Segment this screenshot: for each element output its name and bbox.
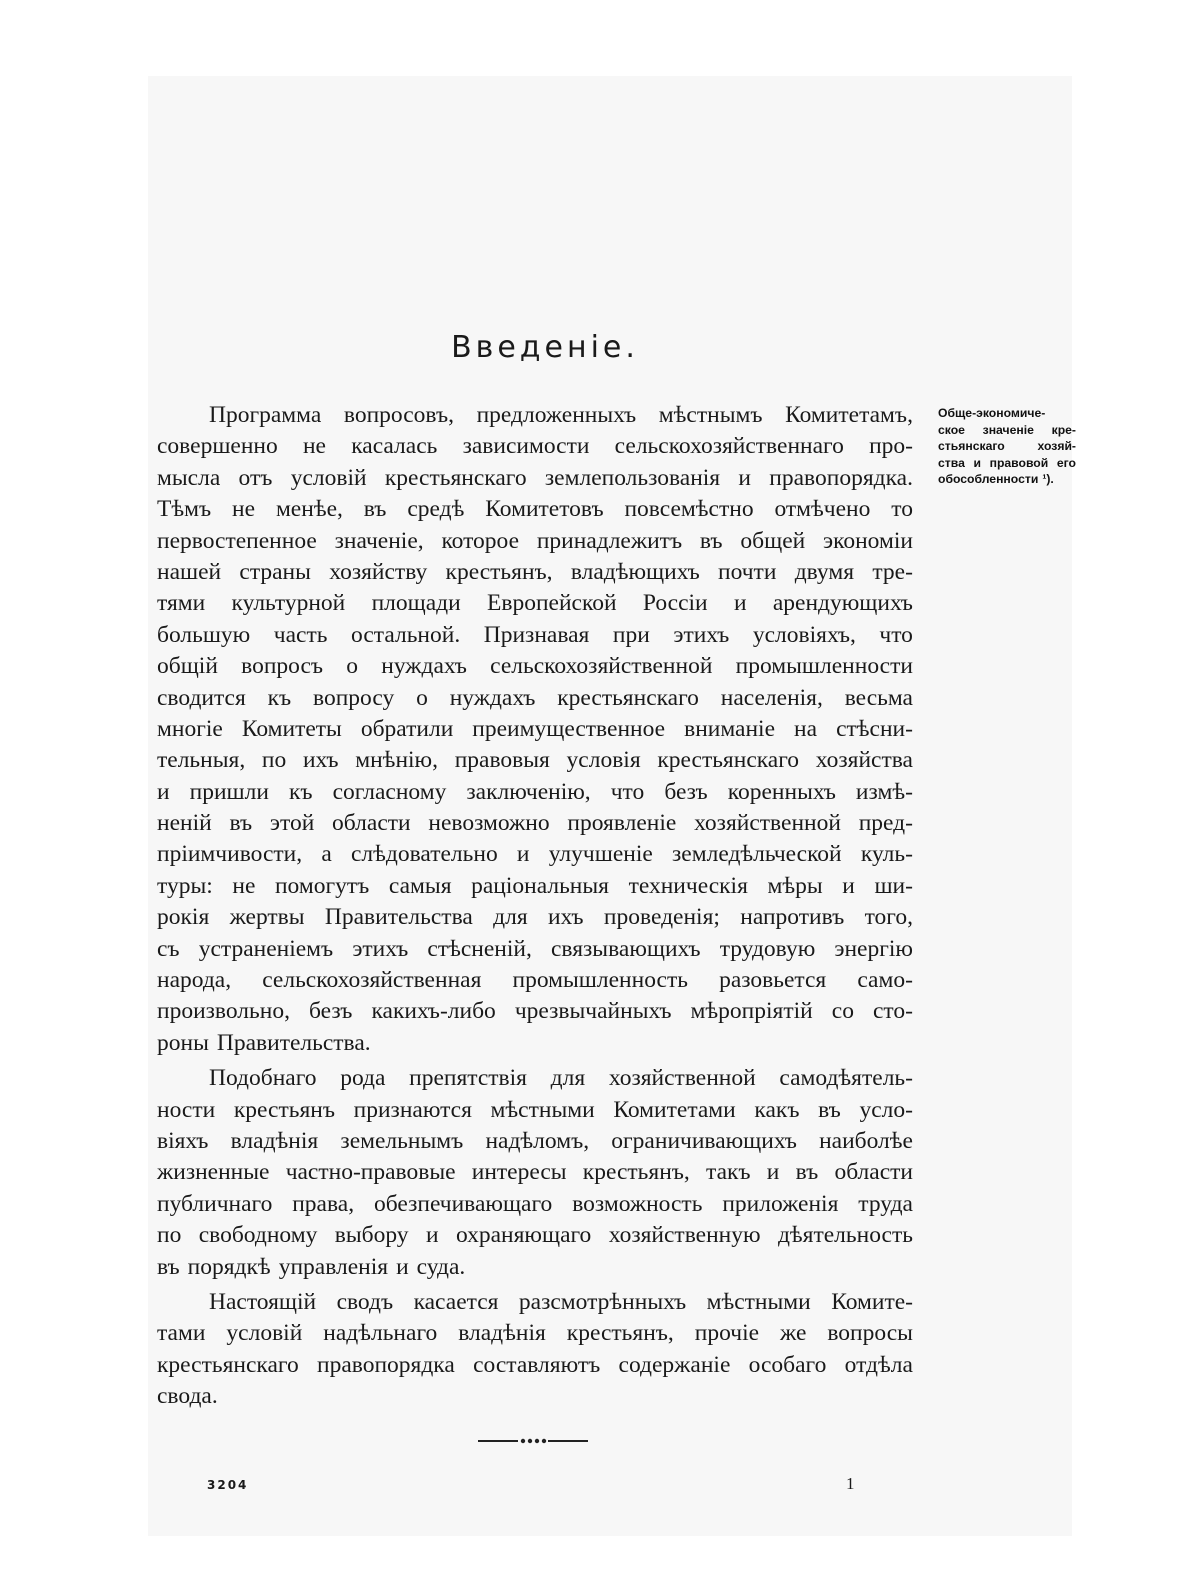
text-line: многіе Комитеты обратили преимущественное вниманіе на стѣсни-	[157, 715, 913, 742]
margin-note-line: стьянскаго хозяй-	[938, 439, 1076, 453]
margin-note	[938, 405, 1076, 488]
text-line: туры: не помогутъ самыя раціональныя техническія мѣры и ши-	[157, 872, 913, 899]
text-line: общій вопросъ о нуждахъ сельскохозяйственной промышленности	[157, 653, 913, 680]
text-line: публичнаго права, обезпечивающаго возможность приложенія труда	[157, 1190, 913, 1217]
text-line: первостепенное значеніе, которое принадлежитъ въ общей экономіи	[157, 527, 913, 554]
margin-note-line: обособленности ¹).	[938, 472, 1054, 486]
margin-note-line: ское значеніе кре-	[938, 422, 1076, 437]
text-line: тельныя, по ихъ мнѣнію, правовыя условія крестьянскаго хозяйства	[157, 747, 913, 774]
text-line: рокія жертвы Правительства для ихъ проведенія; напротивъ того,	[157, 904, 913, 931]
text-line: въ порядкѣ управленія и суда.	[157, 1253, 466, 1280]
ornament-divider	[478, 1434, 588, 1448]
text-line: съ устраненіемъ этихъ стѣсненій, связывающихъ трудовую энергію	[157, 935, 913, 962]
text-line: совершенно не касалась зависимости сельскохозяйственнаго про-	[157, 433, 913, 460]
paragraph	[157, 1063, 913, 1283]
text-line: мысла отъ условій крестьянскаго землепользованія и правопорядка.	[157, 464, 913, 491]
text-line: по свободному выбору и охраняющаго хозяйственную дѣятельность	[157, 1222, 913, 1249]
page-title: Введеніе.	[451, 330, 639, 365]
text-line: віяхъ владѣнія земельнымъ надѣломъ, ограничивающихъ наиболѣе	[157, 1127, 913, 1154]
text-line: сводится къ вопросу о нуждахъ крестьянскаго населенія, весьма	[157, 684, 913, 711]
text-line: жизненные частно-правовые интересы крестьянъ, такъ и въ области	[157, 1159, 913, 1186]
text-line: и пришли къ согласному заключенію, что безъ коренныхъ измѣ-	[157, 778, 913, 805]
text-line: народа, сельскохозяйственная промышленность разовьется само-	[157, 967, 913, 994]
margin-note-line: ства и правовой его	[938, 455, 1076, 470]
text-line: ности крестьянъ признаются мѣстными Комитетами какъ въ усло-	[157, 1096, 913, 1123]
text-line: свода.	[157, 1383, 218, 1410]
text-line: большую часть остальной. Признавая при этихъ условіяхъ, что	[157, 621, 913, 648]
text-line: Тѣмъ не менѣе, въ средѣ Комитетовъ повсемѣстно отмѣчено то	[157, 496, 913, 523]
text-line: нашей страны хозяйству крестьянъ, владѣющихъ почти двумя тре-	[157, 558, 913, 585]
paragraph	[157, 1287, 913, 1413]
text-line: роны Правительства.	[157, 1029, 371, 1056]
paragraph	[157, 400, 913, 1059]
sheet-code: 3204	[207, 1478, 249, 1492]
page-number: 1	[846, 1474, 855, 1493]
text-line: Подобнаго рода препятствія для хозяйственной самодѣятель-	[209, 1065, 913, 1092]
body-text	[157, 400, 913, 1413]
text-line: крестьянскаго правопорядка составляютъ содержаніе особаго отдѣла	[157, 1351, 913, 1378]
text-line: Программа вопросовъ, предложенныхъ мѣстнымъ Комитетамъ,	[209, 402, 913, 428]
text-line: Настоящій сводъ касается разсмотрѣнныхъ мѣстными Комите-	[209, 1288, 913, 1315]
text-line: произвольно, безъ какихъ-либо чрезвычайныхъ мѣропріятій со сто-	[157, 998, 913, 1025]
text-line: пріимчивости, а слѣдовательно и улучшеніе земледѣльческой куль-	[157, 841, 913, 868]
text-line: тями культурной площади Европейской Россіи и арендующихъ	[157, 590, 913, 617]
text-line: неній въ этой области невозможно проявленіе хозяйственной пред-	[157, 810, 913, 837]
margin-note-line: Обще-экономиче-	[938, 406, 1046, 420]
text-line: тами условій надѣльнаго владѣнія крестьянъ, прочіе же вопросы	[157, 1320, 913, 1347]
